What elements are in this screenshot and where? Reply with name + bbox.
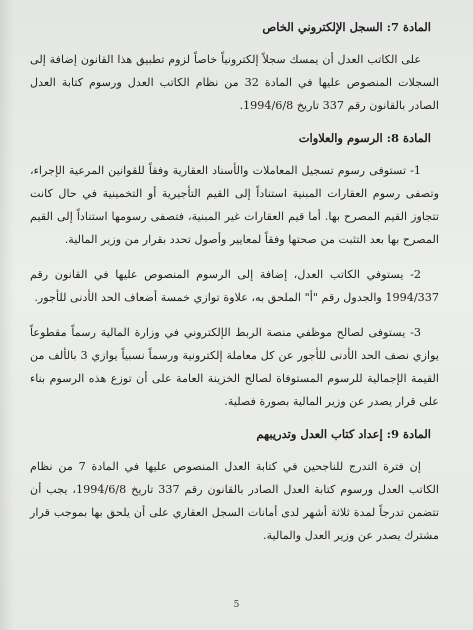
article-7-paragraph: على الكاتب العدل أن يمسك سجلاً إلكترونياً خاصاً لزوم تطبيق هذا القانون إضافة إلى السجلات المنصوص عليها في المادة 32 من نظام الكاتب العدل ورسوم كتابة العدل الصادر بالقانون رقم 337 تاريخ 1994/6/8. — [30, 53, 440, 112]
page-number: 5 — [233, 600, 240, 610]
article-9-paragraph: إن فترة التدرج للناجحين في كتابة العدل المنصوص عليها في المادة 7 من نظام الكاتب العدل ورسوم كتابة العدل الصادر بالقانون رقم 337 تاريخ 1994/6/8، يجب أن تتضمن تدرجاً لمدة ثلاثة أشهر لدى أمانات السجل العقاري على أن يلحق بها بموجب قرار مشترك يصدر عن وزير العدل والمالية. — [30, 460, 440, 542]
article-7-heading: المادة 7: السجل الإلكتروني الخاص — [262, 20, 431, 34]
article-8-paragraph-1: 1- تستوفى رسوم تسجيل المعاملات والأسناد العقارية وفقاً للقوانين المرعية الإجراء، وتصفى رسوم العقارات المبنية استناداً إلى القيم التأجيرية أو التخمينية في حال كانت تتجاوز القيم المصرح بها. أما قيم العقارات غير المبنية، فتصفى رسومها استناداً إلى القيم المصرح بها بعد التثبت من صحتها وفقاً لمعايير وأصول تحدد بقرار من وزير المالية. — [30, 164, 439, 246]
article-8-paragraph-3: 3- يستوفى لصالح موظفي منصة الربط الإلكتروني في وزارة المالية رسماً مقطوعاً يوازي نصف الحد الأدنى للأجور عن كل معاملة إلكترونية ورسماً نسبياً يوازي 3 بالألف من القيمة الإجمالية للرسوم المستوفاة لصالح الخزينة العامة على أن توزع هذه الرسوم بناء على قرار يصدر عن وزير المالية بصورة فصلية. — [30, 326, 439, 408]
article-8-paragraph-2: 2- يستوفي الكاتب العدل، إضافة إلى الرسوم المنصوص عليها في القانون رقم 1994/337 والجدول رقم "أ" الملحق به، علاوة توازي خمسة أضعاف الحد الأدنى للأجور. — [30, 268, 439, 304]
page-shadow — [0, 0, 14, 630]
article-9 — [30, 425, 439, 547]
article-8-heading: المادة 8: الرسوم والعلاوات — [298, 131, 431, 145]
article-7 — [30, 18, 439, 117]
article-9-heading: المادة 9: إعداد كتاب العدل وتدريبهم — [256, 427, 431, 441]
article-8 — [30, 129, 439, 413]
